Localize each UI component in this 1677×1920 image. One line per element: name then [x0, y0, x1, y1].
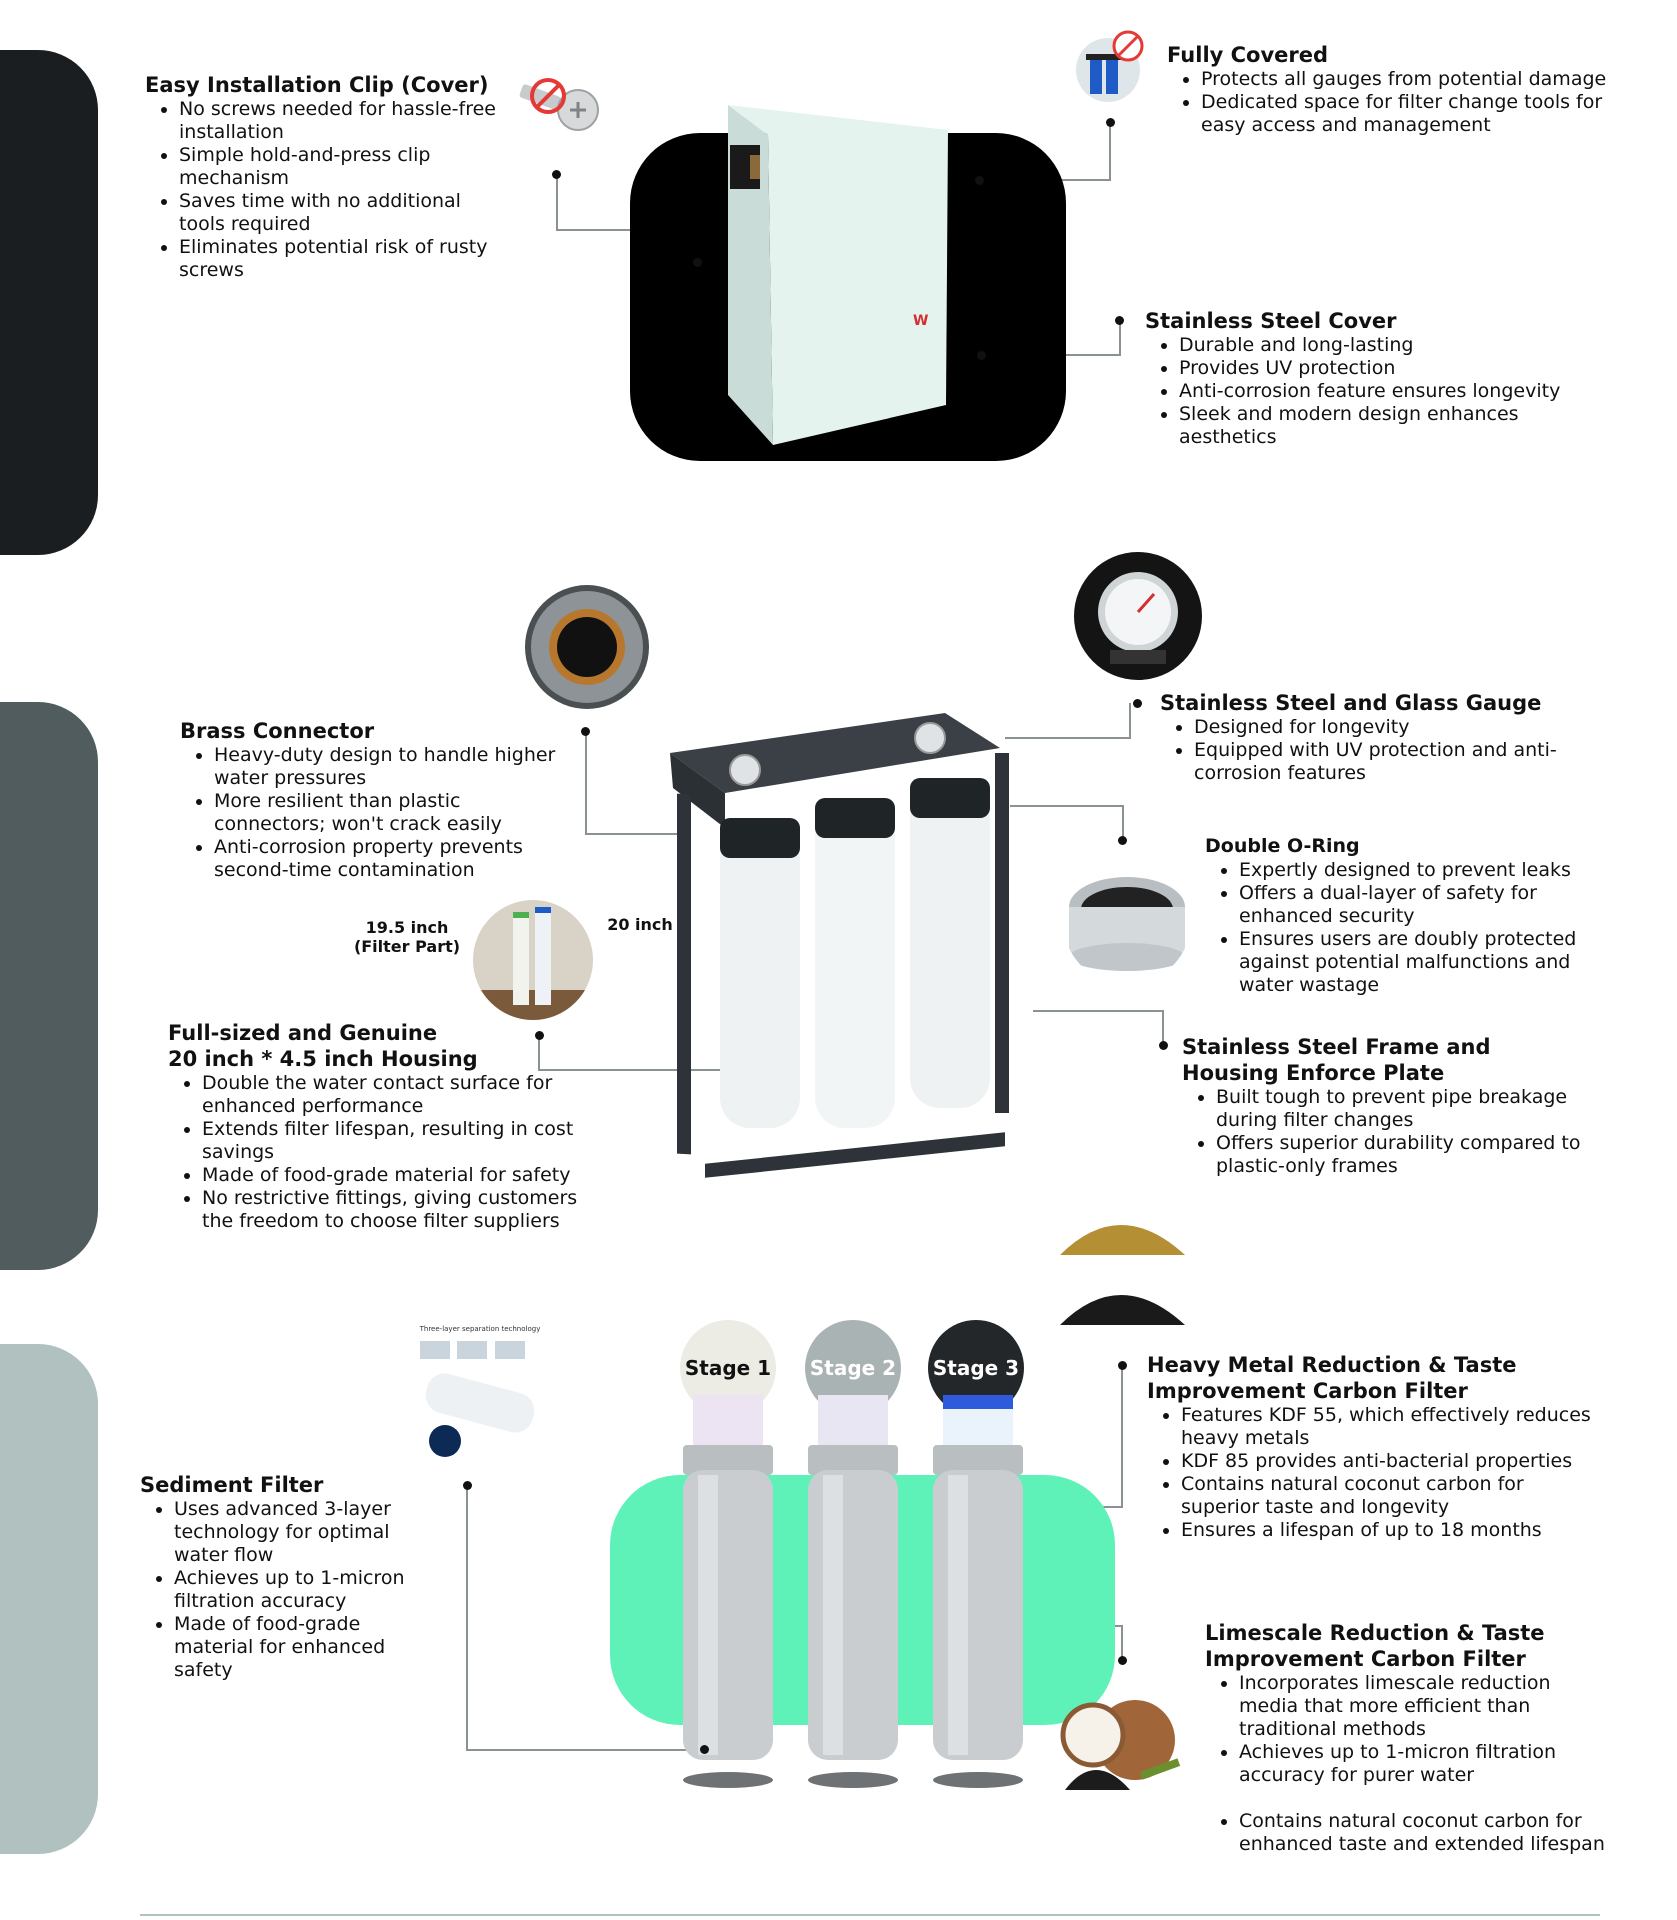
kdf-media-image — [1055, 1200, 1190, 1260]
list-item: • Ensures a lifespan of up to 18 months — [1181, 1519, 1597, 1542]
list-item: • Designed for longevity — [1194, 716, 1610, 739]
label-19-5-inch: 19.5 inch (Filter Part) — [353, 918, 461, 956]
pointer-dot — [1115, 316, 1124, 325]
list-item: • Built tough to prevent pipe breakage during filter changes — [1216, 1086, 1602, 1132]
svg-text:W: W — [913, 313, 929, 329]
limescale-block — [1205, 1620, 1615, 1856]
easy-clip-block — [145, 72, 505, 282]
pointer-dot — [552, 170, 561, 179]
sediment-block — [140, 1472, 440, 1682]
list-item: • Achieves up to 1-micron filtration accuracy — [174, 1567, 440, 1613]
pointer-dot — [693, 258, 702, 267]
gauge-block — [1160, 690, 1610, 785]
list-item: • No screws needed for hassle-free installation — [179, 98, 505, 144]
brass-block — [180, 718, 560, 882]
fully-covered-block — [1167, 42, 1637, 137]
list-item: • Incorporates limescale reduction media that more efficient than traditional methods — [1239, 1672, 1615, 1741]
filter-frame-image — [665, 708, 1025, 1208]
list-item: • Dedicated space for filter change tools for easy access and management — [1201, 91, 1637, 137]
fully-covered-title: Fully Covered — [1167, 43, 1329, 67]
no-screw-icon — [512, 68, 602, 138]
limescale-title-2: Improvement Carbon Filter — [1205, 1647, 1526, 1671]
oring-image — [1063, 857, 1191, 985]
list-item: • Ensures users are doubly protected against potential malfunctions and water wastage — [1239, 928, 1615, 997]
list-item: • Sleek and modern design enhances aesthetics — [1179, 403, 1585, 449]
limescale-title-1: Limescale Reduction & Taste — [1205, 1621, 1545, 1645]
list-item: • Double the water contact surface for enhanced performance — [202, 1072, 598, 1118]
sediment-image-caption: Three-layer separation technology — [419, 1325, 541, 1333]
stainless-cover-title: Stainless Steel Cover — [1145, 309, 1397, 333]
stage-2-housing-image — [803, 1395, 903, 1795]
side-tab-top — [0, 50, 98, 555]
pointer-dot — [1133, 699, 1142, 708]
pointer-dot — [1106, 118, 1115, 127]
easy-clip-title: Easy Installation Clip (Cover) — [145, 73, 489, 97]
sediment-layers-image — [415, 1325, 545, 1460]
list-item: • Offers superior durability compared to plastic-only frames — [1216, 1132, 1602, 1178]
list-item: • Contains natural coconut carbon for enhanced taste and extended lifespan — [1239, 1810, 1615, 1856]
oring-block — [1205, 833, 1615, 997]
list-item: • Achieves up to 1-micron filtration accuracy for purer water — [1239, 1741, 1615, 1787]
stainless-cover-image — [728, 105, 948, 445]
list-item: • Extends filter lifespan, resulting in cost savings — [202, 1118, 598, 1164]
pointer-dot — [1118, 836, 1127, 845]
fullsize-block — [168, 1020, 598, 1233]
stage-1-housing-image — [678, 1395, 778, 1795]
list-item: • Made of food-grade material for safety — [202, 1164, 598, 1187]
heavy-metal-title-2: Improvement Carbon Filter — [1147, 1379, 1468, 1403]
list-item: • Durable and long-lasting — [1179, 334, 1585, 357]
list-item: • Uses advanced 3-layer technology for optimal water flow — [174, 1498, 440, 1567]
carbon-media-image — [1055, 1270, 1190, 1330]
filter-size-compare-image — [473, 900, 593, 1020]
fullsize-title-2: 20 inch * 4.5 inch Housing — [168, 1047, 478, 1071]
list-item: • Saves time with no additional tools required — [179, 190, 505, 236]
heavy-metal-title-1: Heavy Metal Reduction & Taste — [1147, 1353, 1517, 1377]
gauge-title: Stainless Steel and Glass Gauge — [1160, 691, 1542, 715]
fullsize-title-1: Full-sized and Genuine — [168, 1021, 438, 1045]
list-item: • Equipped with UV protection and anti-corrosion features — [1194, 739, 1610, 785]
pointer-dot — [700, 1745, 709, 1754]
list-item: • Protects all gauges from potential damage — [1201, 68, 1637, 91]
list-item: • Anti-corrosion feature ensures longevity — [1179, 380, 1585, 403]
stage-3-label: Stage 3 — [932, 1356, 1020, 1380]
pointer-dot — [1118, 1361, 1127, 1370]
brass-connector-image — [525, 585, 649, 709]
sediment-title: Sediment Filter — [140, 1473, 324, 1497]
brass-title: Brass Connector — [180, 719, 375, 743]
list-item: • No restrictive fittings, giving customers the freedom to choose filter suppliers — [202, 1187, 598, 1233]
stainless-cover-block — [1145, 308, 1585, 449]
list-item: • Anti-corrosion property prevents second-time contamination — [214, 836, 560, 882]
pointer-dot — [463, 1481, 472, 1490]
gauge-image — [1074, 552, 1202, 680]
list-item: • Heavy-duty design to handle higher water pressures — [214, 744, 560, 790]
pointer-dot — [975, 176, 984, 185]
frame-title-1: Stainless Steel Frame and — [1182, 1035, 1491, 1059]
list-item: • More resilient than plastic connectors; won't crack easily — [214, 790, 560, 836]
pointer-dot — [1118, 1656, 1127, 1665]
heavy-metal-block — [1147, 1352, 1597, 1542]
list-item: • Expertly designed to prevent leaks — [1239, 859, 1615, 882]
side-tab-middle — [0, 702, 98, 1270]
frame-title-2: Housing Enforce Plate — [1182, 1061, 1445, 1085]
label-20-inch: 20 inch — [607, 915, 673, 934]
list-item: • Eliminates potential risk of rusty screws — [179, 236, 505, 282]
coconut-carbon-image — [1055, 1695, 1185, 1800]
list-item: • Simple hold-and-press clip mechanism — [179, 144, 505, 190]
stage-1-label: Stage 1 — [684, 1356, 772, 1380]
list-item: • Features KDF 55, which effectively reduces heavy metals — [1181, 1404, 1597, 1450]
list-item: • Provides UV protection — [1179, 357, 1585, 380]
side-tab-bottom — [0, 1344, 98, 1854]
oring-title: Double O-Ring — [1205, 835, 1360, 857]
frame-block — [1182, 1034, 1602, 1178]
list-item: • Contains natural coconut carbon for superior taste and longevity — [1181, 1473, 1597, 1519]
list-item: • Offers a dual-layer of safety for enhanced security — [1239, 882, 1615, 928]
stage-3-housing-image — [928, 1395, 1028, 1795]
pointer-dot — [1159, 1041, 1168, 1050]
covered-gauge-icon — [1070, 30, 1150, 105]
pointer-dot — [977, 351, 986, 360]
stage-2-label: Stage 2 — [809, 1356, 897, 1380]
list-item: • Made of food-grade material for enhanced safety — [174, 1613, 440, 1682]
list-item: • KDF 85 provides anti-bacterial properties — [1181, 1450, 1597, 1473]
pointer-dot — [581, 727, 590, 736]
